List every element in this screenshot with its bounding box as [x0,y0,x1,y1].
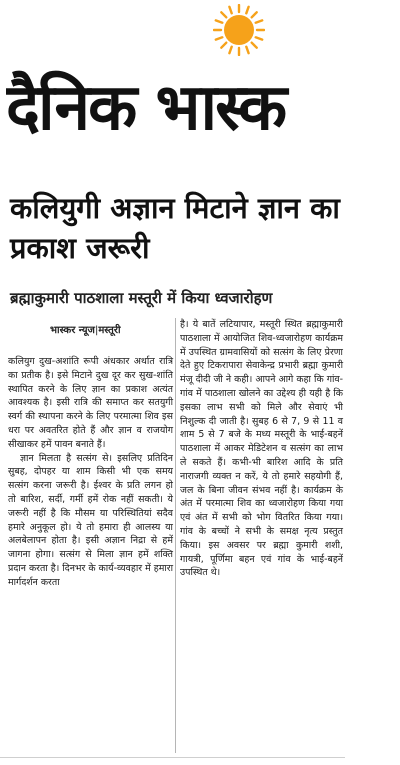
article-headline: कलियुगी अज्ञान मिटाने ज्ञान का प्रकाश जरूरी [10,191,340,265]
newspaper-brand-title: दैनिक भास्क [6,71,286,145]
paragraph: है। ये बातें लटियापार, मस्तूरी स्थित ब्रह्माकुमारी पाठशाला में आयोजित शिव-ध्वजारोहण कार्यक्रम में उपस्थित ग्रामवासियों को सत्संग के लिए प्रेरणा देते हुए टिकरापारा सेवाकेन्द्र प्रभारी ब्रह्मा कुमारी मंजू दीदी जी ने कही। आपने आगे कहा कि गांव-गांव में पाठशाला खोलने का उद्देश्य ही यही है कि इसका लाभ सभी को मिले और सेवाएं भी निशुल्क दी जाती है। सुबह 6 से 7, 9 से 11 व शाम 5 से 7 बजे के मध्य मस्तूरी के भाई-बहनें पाठशाला में आकर मेडिटेशन व सत्संग का लाभ ले सकते हैं। कभी-भी बारिश आदि के प्रति नाराजगी व्यक्त न करें, ये तो हमारे सहयोगी हैं, जल के बिना जीवन संभव नहीं है। कार्यक्रम के अंत में परमात्मा शिव का ध्वजारोहण किया गया एवं अंत में सभी को भोग वितरित किया गया। गांव के बच्चों ने सभी के समक्ष नृत्य प्रस्तुत किया। इस अवसर पर ब्रह्मा कुमारी शशी, गायत्री, पूर्णिमा बहन एवं गांव के भाई-बहनें उपस्थित थे। [180,319,343,579]
paragraph: कलियुग दुख-अशांति रूपी अंधकार अर्थात रात्रि का प्रतीक है। इसे मिटाने दुख दूर कर सुख-शांति स्थापित करने के लिए ज्ञान का प्रकाश अत्यंत आवश्यक है। इसी रात्रि की समाप्त कर सतयुगी स्वर्ग की स्थापना करने के लिए परमात्मा शिव इस धरा पर अवतरित होते हैं और ज्ञान व राजयोग सीखाकर हमें पावन बनाते हैं। [8,356,173,450]
paragraph: ज्ञान मिलता है सत्संग से। इसलिए प्रतिदिन सुबह, दोपहर या शाम किसी भी एक समय सत्संग करना जरूरी है। ईश्वर के प्रति लगन हो तो बारिश, सर्दी, गर्मी हमें रोक नहीं सकती। ये जरूरी नहीं है कि मौसम या परिस्थितियां सदैव हमारे अनुकूल हो। ये तो हमारा ही आलस्य या अलबेलापन होता है। इसी अज्ञान निद्रा से हमें जागना होगा। सत्संग से मिला ज्ञान हमें शक्ति प्रदान करता है। दिनभर के कार्य-व्यवहार में हमारा मार्गदर्शन करता [8,452,173,588]
article-subheadline: ब्रह्माकुमारी पाठशाला मस्तूरी में किया ध्वजारोहण [10,289,273,307]
dateline-place: मस्तूरी [98,325,121,336]
dateline [50,322,121,336]
article-column-left [8,355,173,590]
dateline-source: भास्कर न्यूज [50,325,95,336]
dateline-separator: | [94,325,99,336]
sun-logo-icon [213,4,265,56]
sun-core [224,15,254,45]
masthead [0,0,400,150]
article-column-right [180,318,343,580]
bottom-divider [0,757,345,758]
column-divider [175,318,176,753]
